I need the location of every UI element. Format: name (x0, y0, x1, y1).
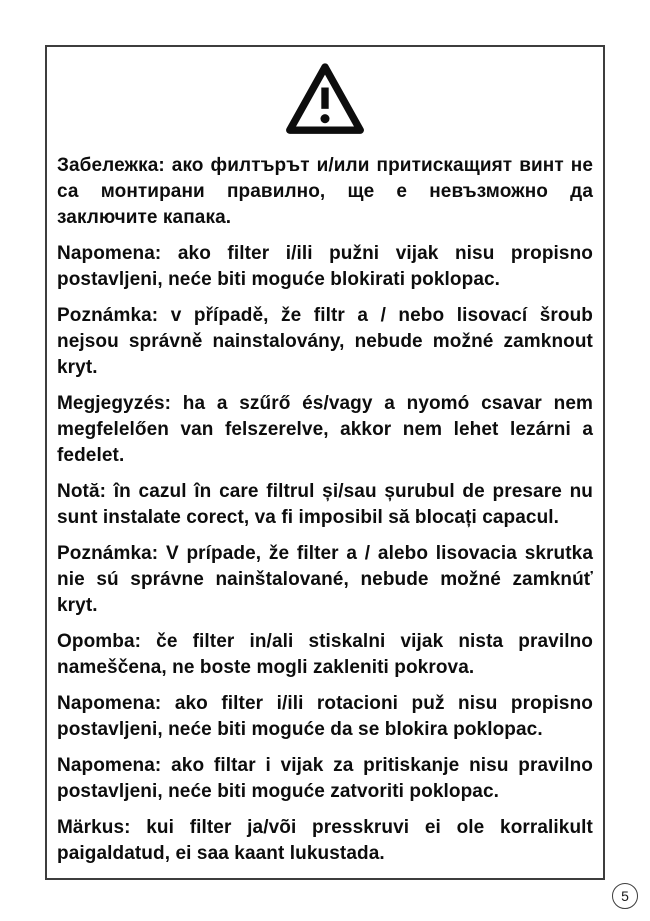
notice-box (45, 45, 605, 880)
notice-paragraph-hungarian: Megjegyzés: ha a szűrő és/vagy a nyomó csavar nem megfelelően van felszerelve, akkor nem lehet lezárni a fedelet. (57, 393, 593, 466)
notice-paragraph-slovak: Poznámka: V prípade, že filter a / alebo lisovacia skrutka nie sú správne nainštalované, nebude možné zamknúť kryt. (57, 543, 593, 616)
notice-paragraph-list (57, 153, 593, 867)
warning-triangle-icon (57, 60, 593, 138)
notice-paragraph-slovenian: Opomba: če filter in/ali stiskalni vijak nista pravilno nameščena, ne boste mogli zakleniti pokrova. (57, 631, 593, 678)
notice-paragraph-serbian: Napomena: ako filter i/ili rotacioni puž nisu propisno postavljeni, neće biti moguće da se blokira poklopac. (57, 693, 593, 740)
notice-paragraph-bosnian: Napomena: ako filtar i vijak za pritiskanje nisu pravilno postavljeni, neće biti moguće zatvoriti poklopac. (57, 755, 593, 802)
notice-paragraph-estonian: Märkus: kui filter ja/või presskruvi ei ole korralikult paigaldatud, ei saa kaant lukustada. (57, 817, 593, 864)
notice-paragraph-croatian: Napomena: ako filter i/ili pužni vijak nisu propisno postavljeni, neće biti moguće blokirati poklopac. (57, 243, 593, 290)
page-number-badge: 5 (612, 883, 638, 909)
notice-paragraph-romanian: Notă: în cazul în care filtrul și/sau șurubul de presare nu sunt instalate corect, va fi imposibil să blocați capacul. (57, 481, 593, 528)
notice-paragraph-bulgarian: Забележка: ако филтърът и/или притискащият винт не са монтирани правилно, ще е невъзможно да заключите капака. (57, 155, 593, 228)
notice-paragraph-czech: Poznámka: v případě, že filtr a / nebo lisovací šroub nejsou správně nainstalovány, nebude možné zamknout kryt. (57, 305, 593, 378)
